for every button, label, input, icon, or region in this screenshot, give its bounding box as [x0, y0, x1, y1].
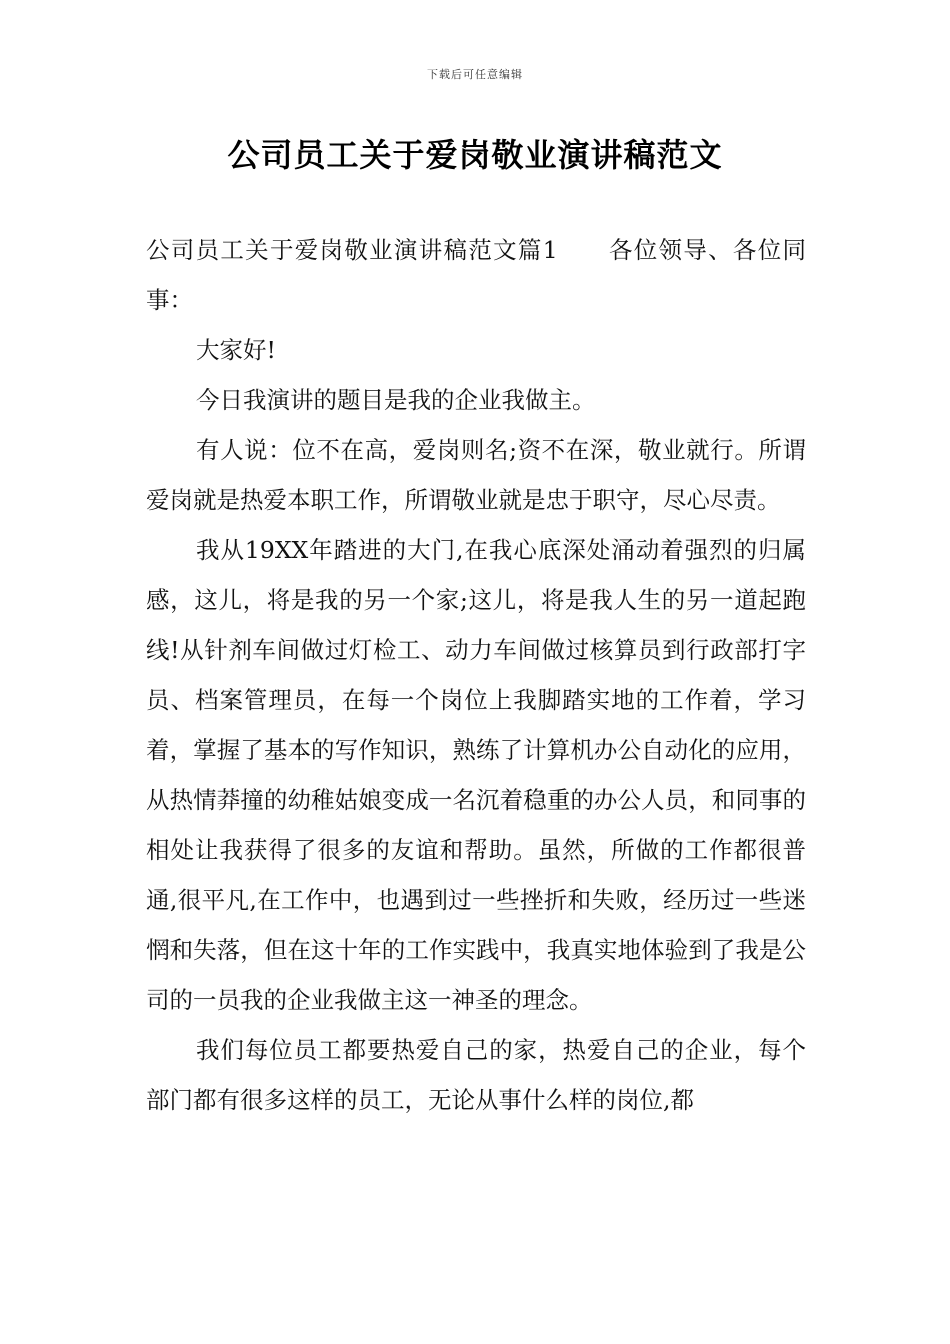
header-note: 下载后可任意编辑: [427, 68, 523, 81]
paragraph-topic: 今日我演讲的题目是我的企业我做主。: [196, 386, 596, 414]
section-heading: 公司员工关于爱岗敬业演讲稿范文篇1: [146, 236, 558, 264]
paragraph-definition: 有人说：位不在高，爱岗则名;资不在深，敬业就行。所谓爱岗就是热爱本职工作，所谓敬业就是忠于职守，尽心尽责。: [146, 436, 806, 514]
document-title: 公司员工关于爱岗敬业演讲稿范文: [227, 136, 723, 174]
salutation: 各位领导、各位同事：: [146, 236, 807, 314]
paragraph-employees: 我们每位员工都要热爱自己的家，热爱自己的企业，每个部门都有很多这样的员工，无论从事什么样的岗位,都: [146, 1036, 806, 1114]
paragraph-opening: [146, 225, 806, 325]
paragraph-experience: 我从19XX年踏进的大门,在我心底深处涌动着强烈的归属感，这儿，将是我的另一个家;这儿，将是我人生的另一道起跑线!从针剂车间做过灯检工、动力车间做过核算员到行政部打字员、档案管理员，在每一个岗位上我脚踏实地的工作着，学习着，掌握了基本的写作知识，熟练了计算机办公自动化的应用，从热情莽撞的幼稚姑娘变成一名沉着稳重的办公人员，和同事的相处让我获得了很多的友谊和帮助。虽然，所做的工作都很普通,很平凡,在工作中，也遇到过一些挫折和失败，经历过一些迷惘和失落，但在这十年的工作实践中，我真实地体验到了我是公司的一员我的企业我做主这一神圣的理念。: [146, 536, 806, 1014]
paragraph-greeting: 大家好!: [196, 336, 276, 364]
document-body: [146, 225, 806, 1125]
